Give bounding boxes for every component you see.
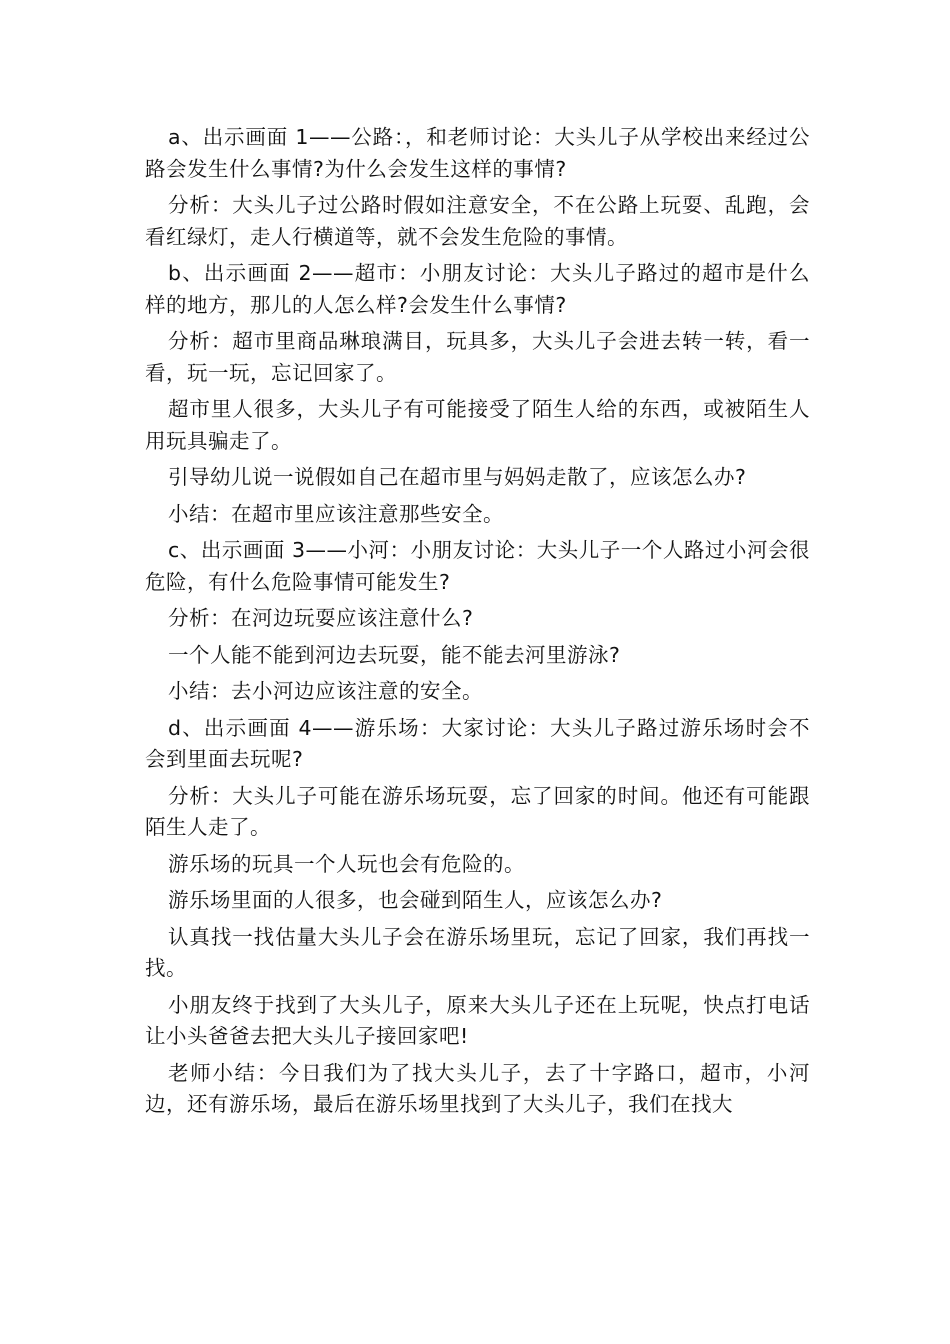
paragraph-supermarket-strangers: 超市里人很多，大头儿子有可能接受了陌生人给的东西，或被陌生人用玩具骗走了。 bbox=[145, 397, 810, 453]
paragraph-teacher-summary: 老师小结：今日我们为了找大头儿子，去了十字路口，超市，小河边，还有游乐场，最后在游乐场里找到了大头儿子，我们在找大 bbox=[145, 1060, 810, 1116]
paragraph-supermarket-guide: 引导幼儿说一说假如自己在超市里与妈妈走散了，应该怎么办? bbox=[168, 465, 747, 489]
paragraph-search: 认真找一找估量大头儿子会在游乐场里玩，忘记了回家，我们再找一找。 bbox=[145, 924, 810, 980]
paragraph-road-analysis: 分析：大头儿子过公路时假如注意安全，不在公路上玩耍、乱跑，会看红绿灯，走人行横道等，就不会发生危险的事情。 bbox=[145, 193, 810, 249]
paragraph-supermarket: b、出示画面 2——超市：小朋友讨论：大头儿子路过的超市是什么样的地方，那儿的人怎么样?会发生什么事情? bbox=[145, 261, 810, 317]
paragraph-playground: d、出示画面 4——游乐场：大家讨论：大头儿子路过游乐场时会不会到里面去玩呢? bbox=[145, 715, 810, 771]
paragraph-playground-toys: 游乐场的玩具一个人玩也会有危险的。 bbox=[168, 851, 525, 876]
paragraph-river-analysis: 分析：在河边玩耍应该注意什么? bbox=[168, 606, 474, 630]
paragraph-river: c、出示画面 3——小河：小朋友讨论：大头儿子一个人路过小河会很危险，有什么危险事情可能发生? bbox=[145, 538, 810, 594]
paragraph-road: a、出示画面 1——公路：，和老师讨论：大头儿子从学校出来经过公路会发生什么事情?为什么会发生这样的事情? bbox=[145, 125, 810, 181]
paragraph-playground-strangers: 游乐场里面的人很多，也会碰到陌生人，应该怎么办? bbox=[168, 888, 663, 912]
paragraph-supermarket-analysis: 分析：超市里商品琳琅满目，玩具多，大头儿子会进去转一转，看一看，玩一玩，忘记回家了。 bbox=[145, 329, 810, 385]
document-page bbox=[145, 122, 810, 1121]
paragraph-river-swim: 一个人能不能到河边去玩耍，能不能去河里游泳? bbox=[168, 642, 621, 667]
paragraph-playground-analysis: 分析：大头儿子可能在游乐场玩耍，忘了回家的时间。他还有可能跟陌生人走了。 bbox=[145, 783, 810, 839]
paragraph-found: 小朋友终于找到了大头儿子，原来大头儿子还在上玩呢，快点打电话让小头爸爸去把大头儿子接回家吧! bbox=[145, 992, 810, 1048]
paragraph-supermarket-summary: 小结：在超市里应该注意那些安全。 bbox=[168, 501, 504, 526]
paragraph-river-summary: 小结：去小河边应该注意的安全。 bbox=[168, 679, 483, 703]
